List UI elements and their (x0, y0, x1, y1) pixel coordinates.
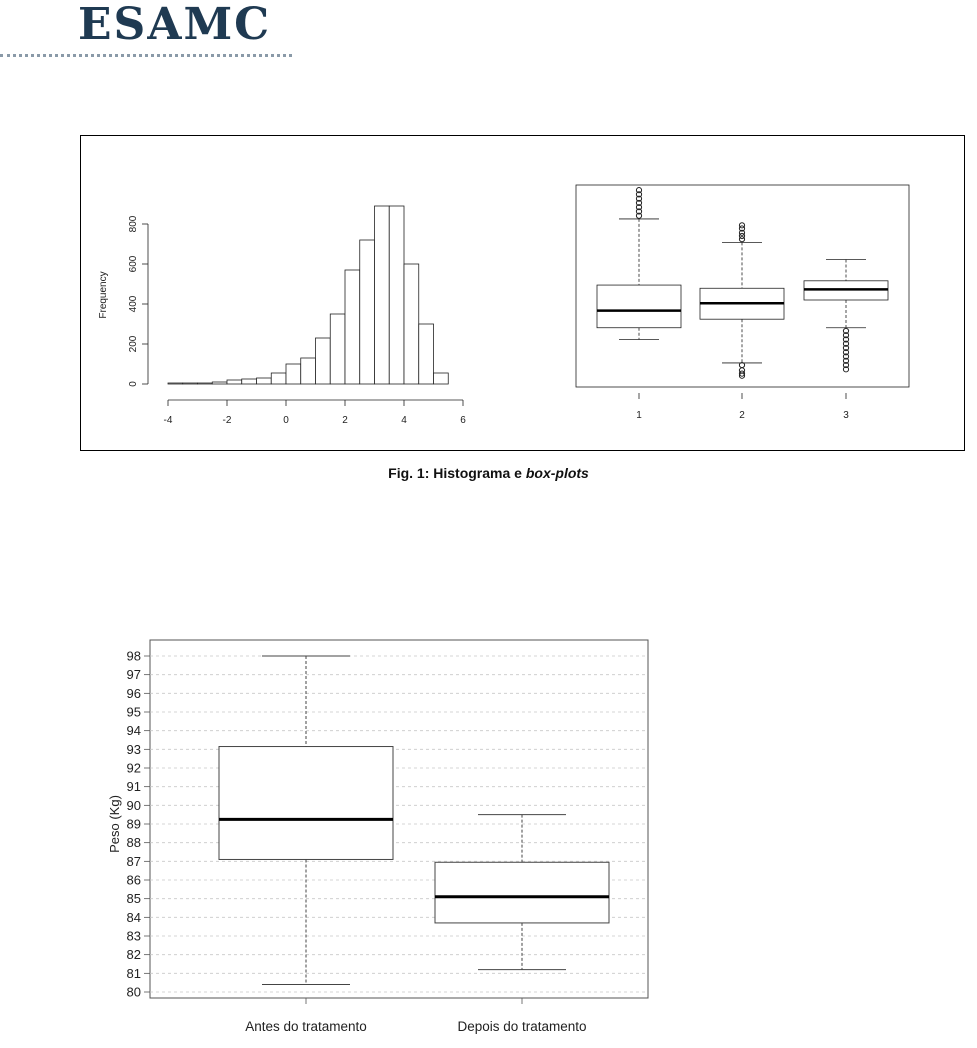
peso-y-tick-label: 95 (126, 704, 141, 720)
histogram-bar (375, 206, 390, 384)
peso-y-tick-label: 92 (126, 760, 141, 776)
histogram-x-tick-label: 0 (283, 415, 289, 426)
histogram-bar (316, 338, 331, 384)
histogram-x-tick-label: 4 (401, 415, 407, 426)
histogram-bar (434, 373, 449, 384)
peso-y-tick-label: 91 (126, 779, 141, 795)
histogram-x-tick-label: -4 (163, 415, 173, 426)
histogram-bar (330, 314, 345, 384)
histogram-y-axis-title: Frequency (98, 271, 109, 319)
histogram-bar (389, 206, 404, 384)
peso-y-axis-title: Peso (Kg) (107, 795, 122, 853)
peso-y-tick-label: 97 (126, 667, 141, 683)
peso-y-tick-label: 94 (126, 723, 141, 739)
peso-y-tick-label: 84 (126, 909, 141, 925)
peso-y-tick-label: 87 (126, 853, 141, 869)
histogram-bar (242, 379, 257, 384)
histogram-x-tick-label: 2 (342, 415, 348, 426)
boxplot-x-tick-label: 1 (636, 410, 642, 421)
peso-y-tick-label: 88 (126, 835, 141, 851)
peso-y-tick-label: 80 (126, 984, 141, 1000)
peso-box (435, 862, 609, 923)
histogram-bar (404, 264, 419, 384)
histogram-y-tick-label: 800 (128, 215, 139, 233)
histogram-bar (257, 378, 272, 384)
dotted-divider (0, 54, 292, 57)
boxplot-outlier (739, 368, 744, 373)
peso-y-tick-label: 86 (126, 872, 141, 888)
peso-y-tick-label: 85 (126, 891, 141, 907)
histogram-y-tick-label: 0 (128, 381, 139, 387)
histogram-bar (360, 240, 375, 384)
peso-y-tick-label: 93 (126, 741, 141, 757)
boxplot-x-tick-label: 2 (739, 410, 745, 421)
boxplot-box (597, 285, 681, 328)
boxplot-x-tick-label: 3 (843, 410, 849, 421)
boxplot-outlier (739, 223, 744, 228)
histogram-bar (183, 383, 198, 384)
esamc-logo: ESAMC (78, 0, 272, 50)
caption-italic: box-plots (525, 465, 589, 481)
histogram-x-tick-label: 6 (460, 415, 466, 426)
peso-y-tick-label: 81 (126, 965, 141, 981)
peso-y-tick-label: 83 (126, 928, 141, 944)
figure-1-caption (0, 465, 977, 481)
histogram-bar (198, 383, 213, 384)
peso-boxplot-chart (100, 630, 660, 1045)
histogram-y-tick-label: 600 (128, 255, 139, 273)
histogram-bar (419, 324, 434, 384)
peso-y-tick-label: 96 (126, 685, 141, 701)
peso-y-tick-label: 89 (126, 816, 141, 832)
peso-y-tick-label: 90 (126, 797, 141, 813)
histogram-bar (168, 383, 183, 384)
caption-prefix: Fig. 1: Histograma e (388, 465, 526, 481)
histogram-bar (345, 270, 360, 384)
histogram-x-tick-label: -2 (222, 415, 232, 426)
peso-x-tick-label: Depois do tratamento (457, 1019, 587, 1034)
histogram-y-tick-label: 400 (128, 295, 139, 313)
histogram-bar (212, 382, 227, 384)
boxplot-three-groups (570, 180, 920, 430)
histogram-bar (227, 380, 242, 384)
peso-y-tick-label: 82 (126, 947, 141, 963)
peso-y-tick-label: 98 (126, 648, 141, 664)
histogram-bar (286, 364, 301, 384)
peso-x-tick-label: Antes do tratamento (245, 1019, 367, 1034)
histogram-y-tick-label: 200 (128, 335, 139, 353)
peso-box (219, 747, 393, 860)
histogram-bar (301, 358, 316, 384)
histogram-chart (90, 185, 485, 435)
histogram-bar (271, 373, 286, 384)
